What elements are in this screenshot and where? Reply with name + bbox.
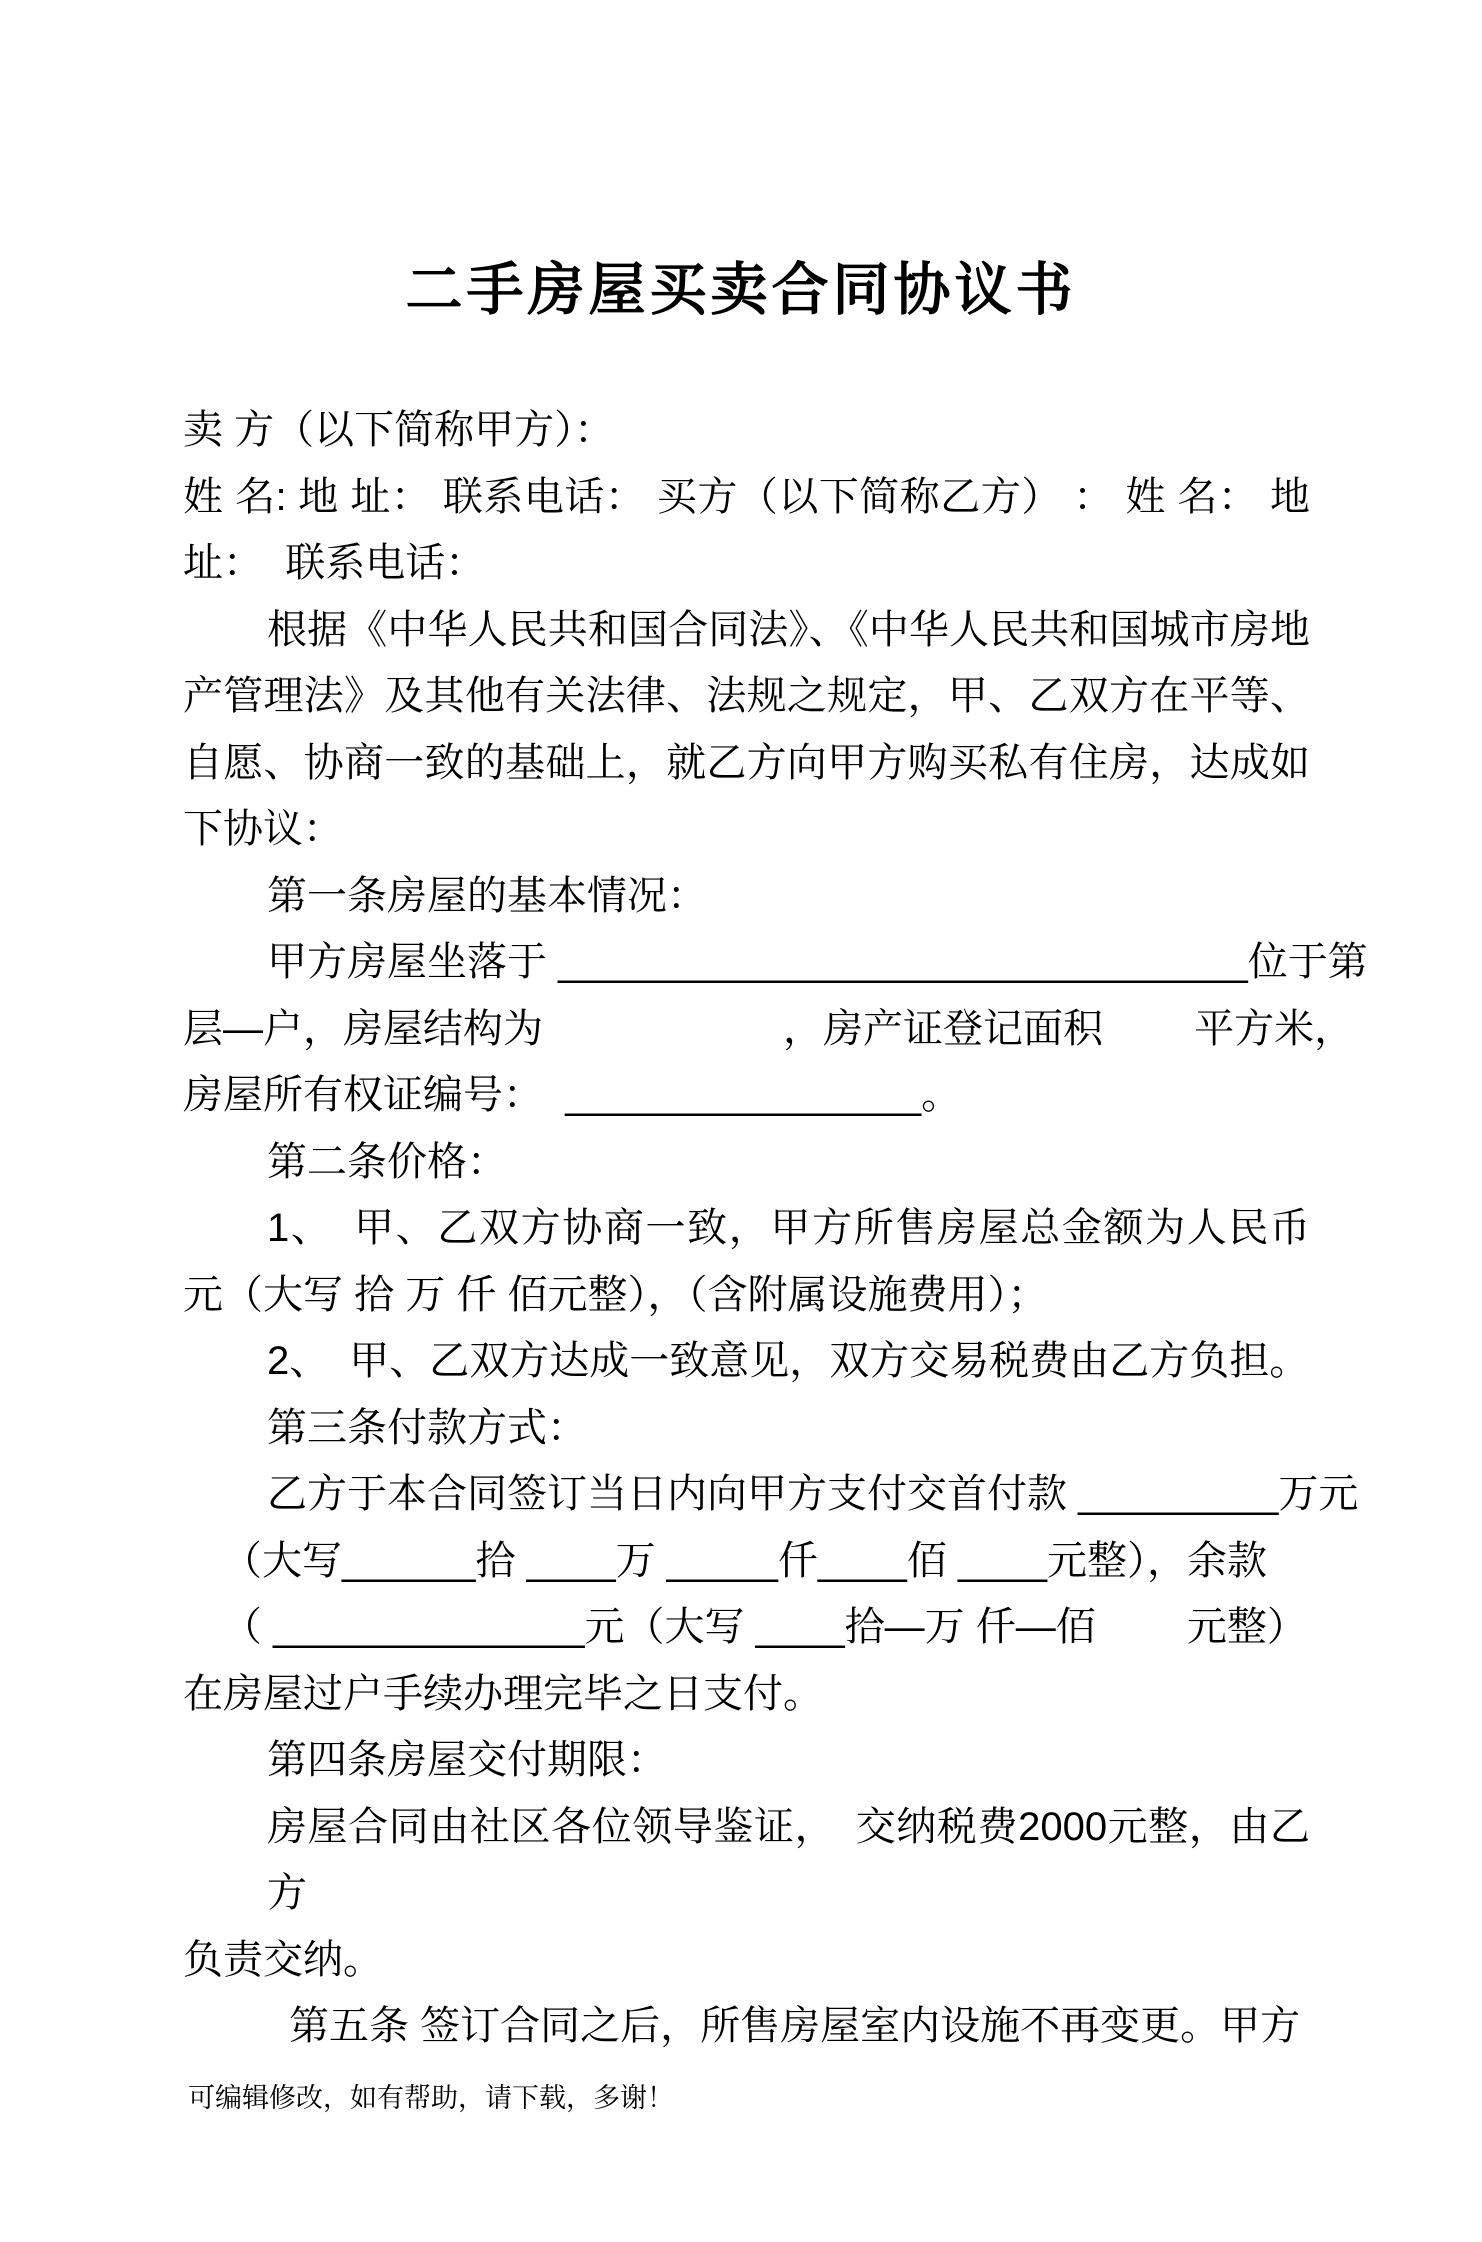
text-line: 甲方房屋坐落于 _______________________________位于第 [267, 940, 1368, 984]
text-line: 负责交纳。 [183, 1937, 383, 1982]
text-line: 第五条 签订合同之后，所售房屋室内设施不再变更。甲方 [289, 2004, 1301, 2048]
text-line: 自愿、协商一致的基础上，就乙方向甲方购买私有住房，达成如 [183, 740, 1310, 785]
text-line: 卖 方（以下简称甲方）： [183, 408, 615, 452]
text-line: 根据《中华人民共和国合同法》、《中华人民共和国城市房地 [267, 607, 1310, 652]
text-line: （大写______拾 ____万 _____仟____佰 ____元整），余款 [222, 1538, 1267, 1583]
text-line: 房屋所有权证编号： ________________。 [183, 1073, 962, 1117]
text-line: 第一条房屋的基本情况： [267, 873, 707, 918]
text-line: 在房屋过户手续办理完毕之日支付。 [183, 1671, 823, 1716]
text-line: 第三条付款方式： [267, 1405, 587, 1450]
text-line: 第二条价格： [267, 1139, 507, 1184]
text-line: 房屋合同由社区各位领导鉴证， 交纳税费2000元整，由乙方 [267, 1804, 1310, 1915]
text-line: 姓 名: 地 址： 联系电话： 买方（以下简称乙方） ： 姓 名： 地 [183, 474, 1310, 519]
text-line: 1、 甲、乙双方协商一致，甲方所售房屋总金额为人民币 [267, 1206, 1310, 1250]
document-body [183, 397, 1368, 2060]
text-line: 元（大写 拾 万 仟 佰元整），（含附属设施费用）； [183, 1272, 1048, 1317]
text-line: 产管理法》及其他有关法律、法规之规定，甲、乙双方在平等、 [183, 674, 1310, 718]
text-line: （ ______________元（大写 ____拾—万 仟—佰 元整） [222, 1605, 1307, 1649]
footer-note: 可编辑修改，如有帮助，请下载，多谢！ [188, 2083, 674, 2113]
text-line: 2、 甲、乙双方达成一致意见，双方交易税费由乙方负担。 [267, 1339, 1310, 1383]
text-line: 下协议： [183, 807, 343, 851]
document-title: 二手房屋买卖合同协议书 [405, 258, 1077, 322]
text-line: 址： 联系电话： [183, 541, 486, 585]
text-line: 第四条房屋交付期限： [267, 1738, 667, 1782]
text-line: 乙方于本合同签订当日内向甲方支付交首付款 _________万元 [267, 1472, 1359, 1516]
text-line: 层—户，房屋结构为 ，房产证登记面积 平方米， [183, 1006, 1355, 1051]
